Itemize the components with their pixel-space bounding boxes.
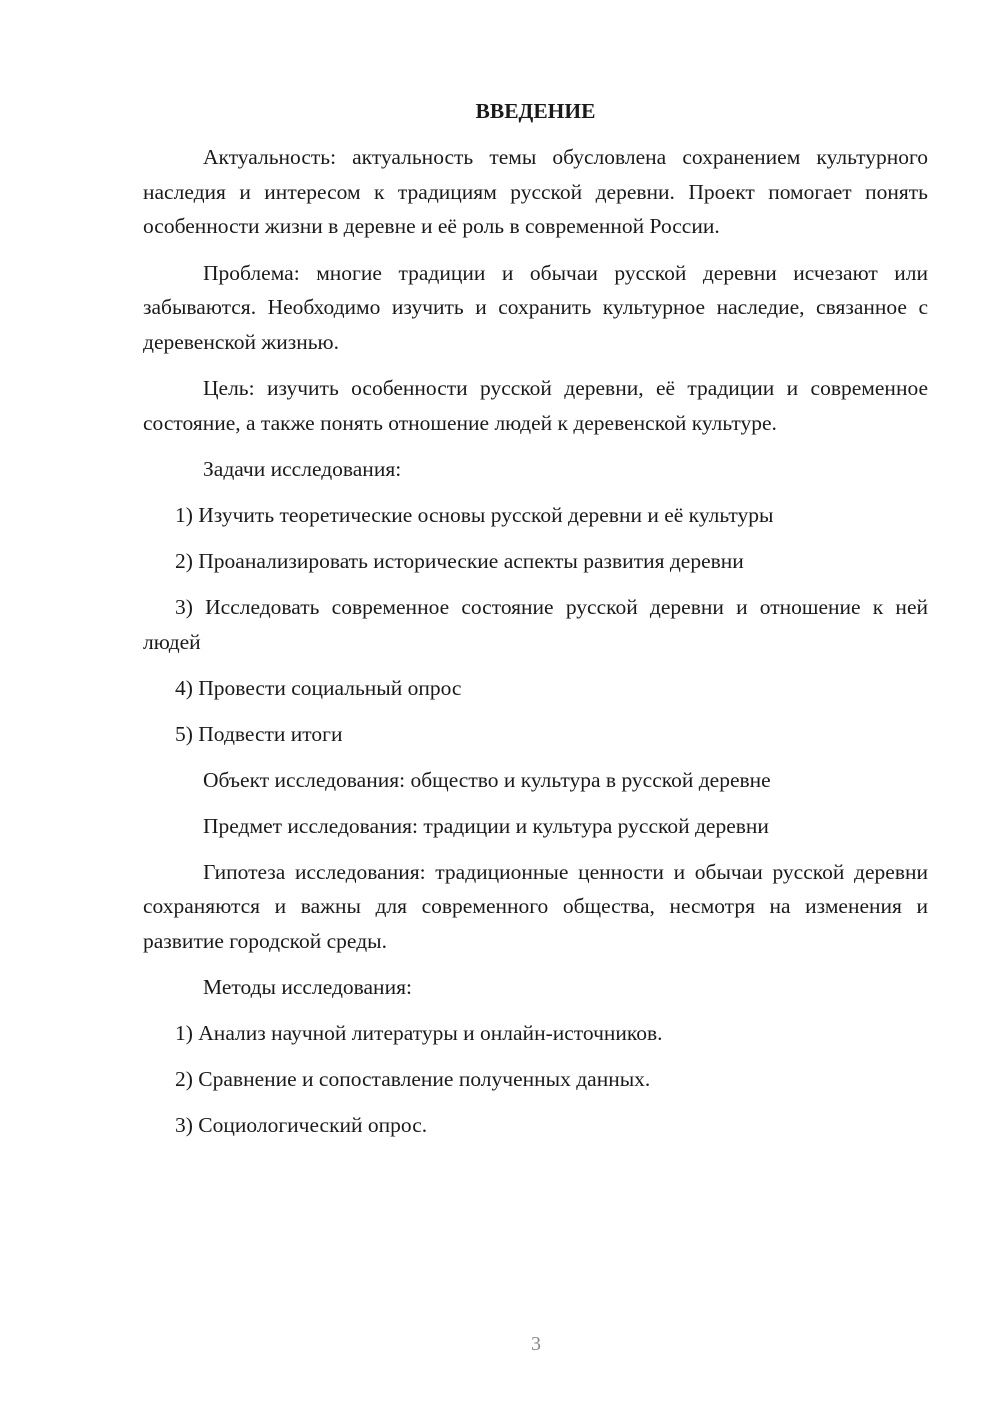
methods-heading: Методы исследования:: [203, 975, 412, 999]
list-item: 5) Подвести итоги: [175, 721, 343, 746]
goal-paragraph: Цель: изучить особенности русской деревни, её традиции и современное состояние, а также понять отношение людей к деревенской культуре.: [143, 376, 928, 435]
list-item: 1) Анализ научной литературы и онлайн-источников.: [175, 1021, 663, 1045]
problem-paragraph: Проблема: многие традиции и обычаи русской деревни исчезают или забываются. Необходимо изучить и сохранить культурное наследие, связанное с деревенской жизнью.: [143, 260, 928, 354]
list-item: 4) Провести социальный опрос: [175, 675, 462, 700]
page-number: 3: [531, 1333, 541, 1355]
tasks-list: [143, 498, 928, 751]
page-title: ВВЕДЕНИЕ: [475, 99, 596, 123]
list-item: 1) Изучить теоретические основы русской деревни и её культуры: [175, 503, 774, 527]
list-item: 3) Исследовать современное состояние русской деревни и отношение к ней людей: [143, 595, 928, 654]
list-item: 2) Проанализировать исторические аспекты развития деревни: [175, 549, 744, 573]
tasks-heading: Задачи исследования:: [203, 457, 402, 481]
list-item: 2) Сравнение и сопоставление полученных данных.: [175, 1067, 651, 1091]
document-page: [143, 94, 928, 1154]
relevance-paragraph: Актуальность: актуальность темы обусловлена сохранением культурного наследия и интересом к традициям русской деревни. Проект помогает понять особенности жизни в деревне и её роль в современной России.: [143, 145, 928, 238]
list-item: 3) Социологический опрос.: [175, 1113, 428, 1137]
methods-list: [143, 1016, 928, 1143]
object-line: Объект исследования: общество и культура в русской деревне: [203, 767, 771, 792]
subject-line: Предмет исследования: традиции и культура русской деревни: [203, 813, 769, 838]
hypothesis-paragraph: Гипотеза исследования: традиционные ценности и обычаи русской деревни сохраняются и важны для современного общества, несмотря на изменения и развитие городской среды.: [143, 859, 928, 953]
